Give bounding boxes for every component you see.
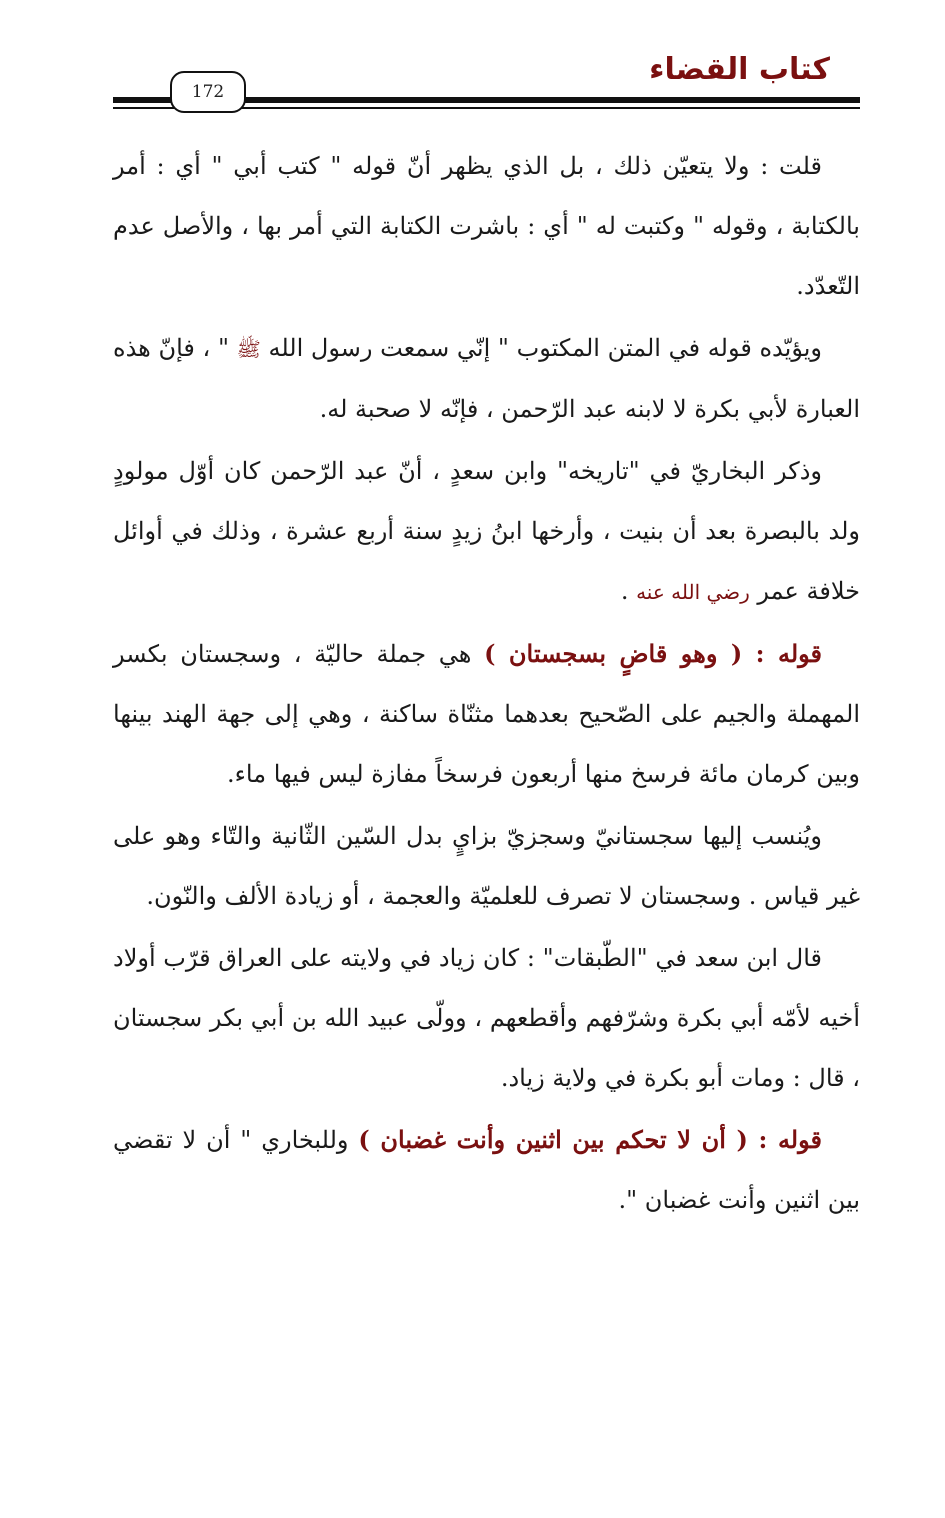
paragraph-text: قال ابن سعد في "الطّبقات" : كان زياد في ولايته على العراق قرّب أولاد أخيه لأمّه أبي بكرة وشرّفهم وأقطعهم ، وولّى عبيد الله بن أبي بكر سجستان ، قال : ومات أبو بكرة في ولاية زياد. — [113, 944, 860, 1092]
paragraph-3 — [113, 441, 860, 622]
paragraph-text: ويؤيّده قوله في المتن المكتوب " إنّي سمعت رسول الله — [260, 334, 822, 362]
paragraph-text: ويُنسب إليها سجستانيّ وسجزيّ بزايٍ بدل السّين الثّانية والتّاء وهو على غير قياس . وسجستان لا تصرف للعلميّة والعجمة ، أو زيادة الألف والنّون. — [113, 822, 860, 910]
honorific-mark: ﷺ — [236, 337, 261, 361]
page-header — [0, 0, 945, 130]
paragraph-7 — [113, 1110, 860, 1230]
paragraph-6 — [113, 928, 860, 1108]
paragraph-2 — [113, 318, 860, 439]
paragraph-5 — [113, 806, 860, 926]
paragraph-1 — [113, 136, 860, 316]
paragraph-text: هي جملة حاليّة ، وسجستان بكسر المهملة والجيم على الصّحيح بعدهما مثنّاة ساكنة ، وهي إلى جهة الهند بينها وبين كرمان مائة فرسخ منها أربعون فرسخاً مفازة ليس فيها ماء. — [113, 640, 860, 788]
honorific-mark: رضي الله عنه — [636, 580, 750, 604]
paragraph-text: . — [620, 577, 637, 605]
paragraph-text: وذكر البخاريّ في "تاريخه" وابن سعدٍ ، أنّ عبد الرّحمن كان أوّل مولودٍ ولد بالبصرة بعد أن بنيت ، وأرخها ابنُ زيدٍ سنة أربع عشرة ، وذلك في أوائل خلافة عمر — [113, 457, 860, 605]
paragraph-text: " ، فإنّ هذه العبارة لأبي بكرة لا لابنه عبد الرّحمن ، فإنّه لا صحبة له. — [113, 334, 860, 423]
paragraph-text: وللبخاري " أن لا تقضي بين اثنين وأنت غضبان ". — [113, 1126, 860, 1214]
page-number: 172 — [170, 71, 246, 113]
book-title: كتاب القضاء — [649, 52, 830, 87]
paragraph-4 — [113, 624, 860, 804]
lemma-heading: قوله : ( أن لا تحكم بين اثنين وأنت غضبان ) — [358, 1125, 822, 1154]
paragraph-text: قلت : ولا يتعيّن ذلك ، بل الذي يظهر أنّ قوله " كتب أبي " أي : أمر بالكتابة ، وقوله " وكتبت له " أي : باشرت الكتابة التي أمر بها ، والأصل عدم التّعدّد. — [113, 152, 860, 300]
page-body — [113, 136, 860, 1232]
lemma-heading: قوله : ( وهو قاضٍ بسجستان ) — [484, 639, 823, 668]
